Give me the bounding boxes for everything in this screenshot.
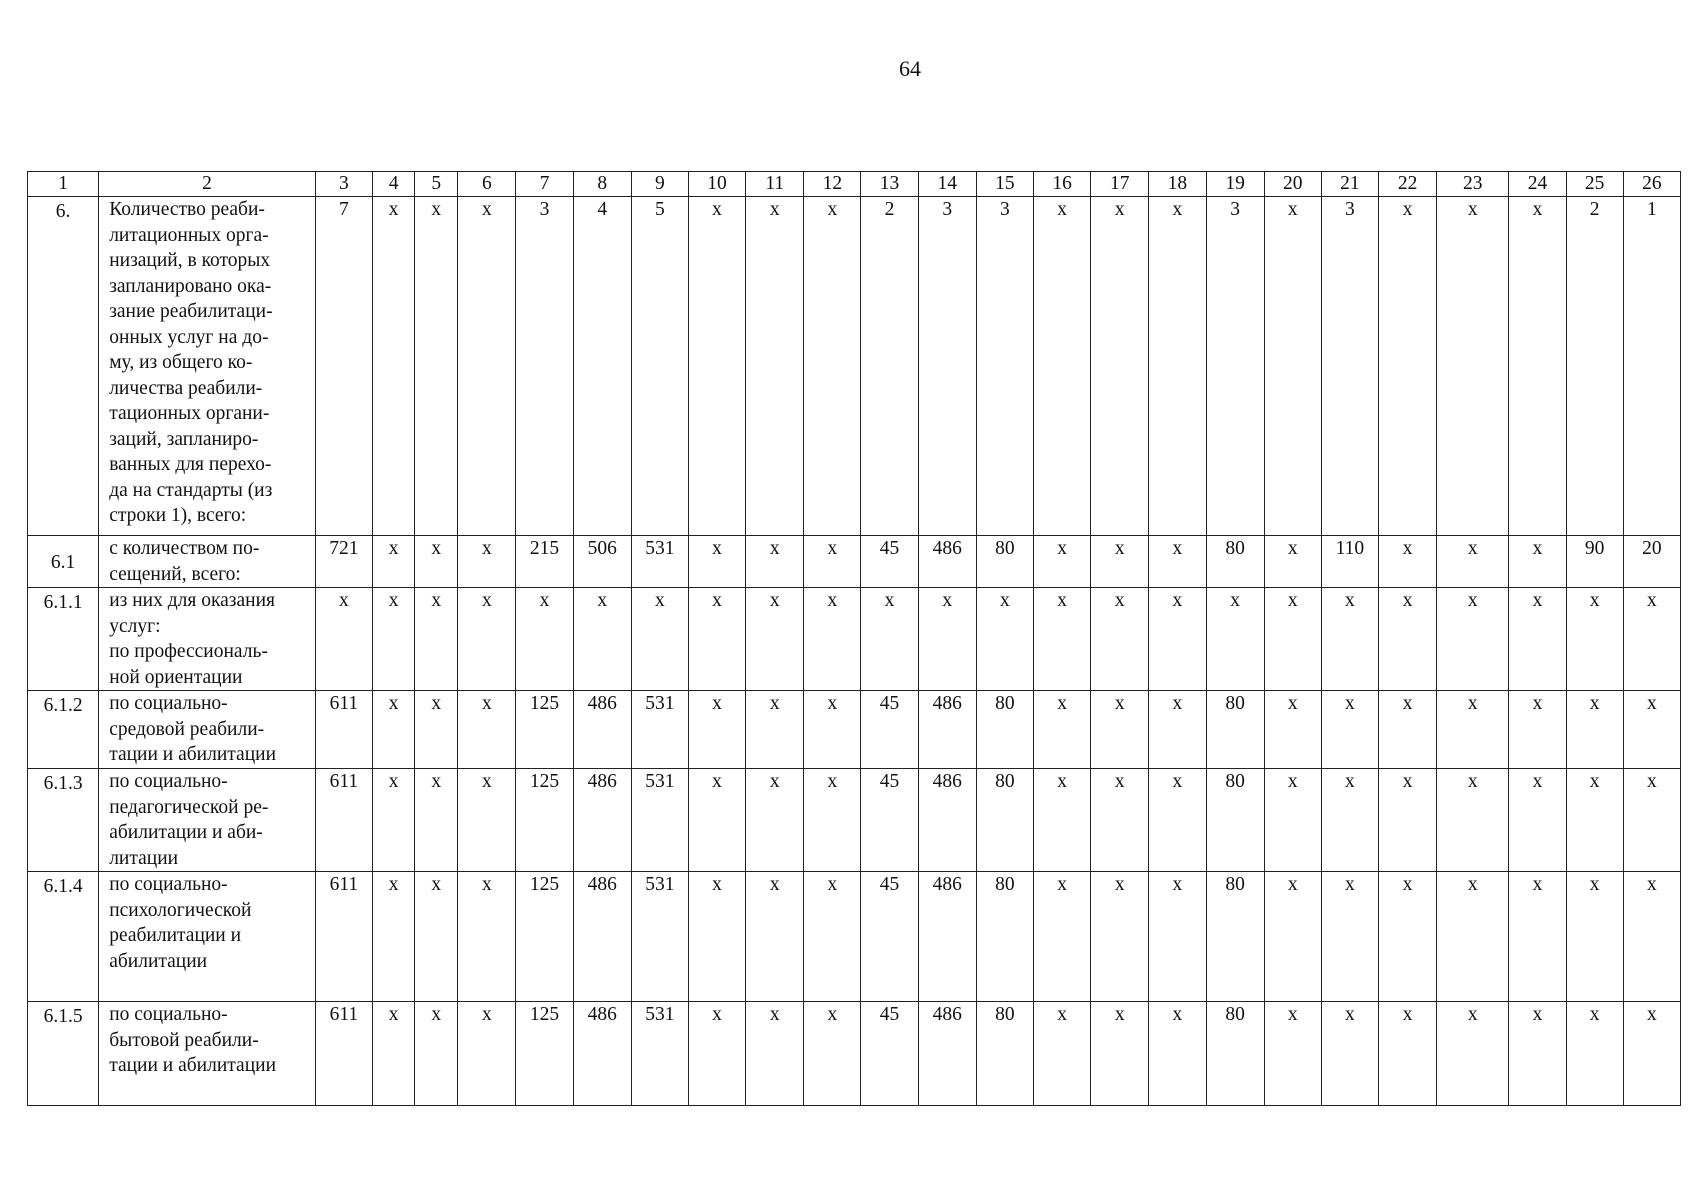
table-cell: 2 — [1566, 197, 1623, 536]
table-cell: x — [1321, 872, 1378, 1002]
table-cell: x — [458, 1002, 516, 1106]
column-header: 5 — [415, 172, 458, 197]
data-table — [27, 171, 1681, 1106]
table-cell: x — [1379, 197, 1437, 536]
table-cell: x — [1437, 197, 1509, 536]
table-cell: x — [458, 872, 516, 1002]
table-cell: x — [1149, 1002, 1206, 1106]
table-cell: x — [1264, 536, 1321, 588]
table-row — [28, 536, 1681, 588]
table-cell: x — [373, 1002, 415, 1106]
column-header: 25 — [1566, 172, 1623, 197]
column-header: 12 — [804, 172, 861, 197]
table-cell: 80 — [976, 536, 1033, 588]
table-cell: x — [315, 588, 372, 691]
table-cell: x — [1091, 588, 1149, 691]
table-cell: x — [458, 536, 516, 588]
column-header: 21 — [1321, 172, 1378, 197]
column-header: 14 — [918, 172, 976, 197]
table-cell: x — [1264, 872, 1321, 1002]
row-number: 6.1.3 — [28, 769, 99, 872]
table-cell: x — [1149, 691, 1206, 769]
table-cell: 486 — [918, 769, 976, 872]
table-cell: x — [1509, 769, 1566, 872]
column-header: 22 — [1379, 172, 1437, 197]
table-cell: x — [1264, 769, 1321, 872]
table-cell: x — [1437, 872, 1509, 1002]
table-cell: x — [1091, 769, 1149, 872]
table-cell: x — [516, 588, 573, 691]
table-cell: x — [1091, 691, 1149, 769]
column-header: 24 — [1509, 172, 1566, 197]
table-row — [28, 872, 1681, 1002]
column-header: 15 — [976, 172, 1033, 197]
table-cell: 611 — [315, 872, 372, 1002]
table-cell: x — [1033, 1002, 1090, 1106]
column-header: 23 — [1437, 172, 1509, 197]
table-cell: 531 — [631, 1002, 688, 1106]
table-cell: x — [373, 769, 415, 872]
table-cell: x — [1379, 536, 1437, 588]
table-cell: x — [1437, 588, 1509, 691]
table-cell: 45 — [861, 872, 918, 1002]
column-header: 8 — [573, 172, 631, 197]
table-cell: 486 — [918, 872, 976, 1002]
table-cell: x — [1091, 1002, 1149, 1106]
table-cell: x — [1091, 197, 1149, 536]
table-cell: x — [688, 691, 745, 769]
row-number: 6.1 — [28, 536, 99, 588]
table-cell: x — [1437, 536, 1509, 588]
table-cell: x — [373, 872, 415, 1002]
table-cell: x — [1566, 691, 1623, 769]
table-cell: 80 — [1206, 769, 1264, 872]
table-cell: x — [1566, 588, 1623, 691]
table-cell: x — [415, 691, 458, 769]
table-cell: x — [804, 588, 861, 691]
table-cell: x — [458, 197, 516, 536]
table-cell: 5 — [631, 197, 688, 536]
table-cell: x — [746, 872, 804, 1002]
table-cell: 80 — [976, 872, 1033, 1002]
table-row — [28, 197, 1681, 536]
table-cell: 20 — [1623, 536, 1680, 588]
table-cell: x — [1437, 691, 1509, 769]
table-cell: 3 — [1321, 197, 1378, 536]
table-cell: 486 — [918, 691, 976, 769]
table-cell: x — [1264, 691, 1321, 769]
table-cell: 80 — [1206, 691, 1264, 769]
table-cell: x — [1509, 1002, 1566, 1106]
table-cell: x — [746, 197, 804, 536]
table-cell: x — [631, 588, 688, 691]
table-cell: x — [746, 1002, 804, 1106]
table-cell: 611 — [315, 691, 372, 769]
table-cell: 2 — [861, 197, 918, 536]
table-cell: x — [1623, 872, 1680, 1002]
table-cell: x — [688, 769, 745, 872]
table-cell: x — [688, 197, 745, 536]
table-cell: x — [1623, 769, 1680, 872]
table-cell: 125 — [516, 1002, 573, 1106]
column-header: 9 — [631, 172, 688, 197]
table-cell: x — [415, 872, 458, 1002]
table-cell: x — [1033, 536, 1090, 588]
column-header: 10 — [688, 172, 745, 197]
table-cell: x — [804, 197, 861, 536]
row-label: по социально- психологической реабилитации и абилитации — [99, 872, 316, 1002]
table-cell: x — [1033, 872, 1090, 1002]
table-cell: x — [1509, 197, 1566, 536]
table-cell: x — [1509, 691, 1566, 769]
table-cell: 90 — [1566, 536, 1623, 588]
table-cell: x — [1091, 872, 1149, 1002]
table-cell: x — [1379, 588, 1437, 691]
table-cell: x — [804, 769, 861, 872]
table-cell: x — [746, 769, 804, 872]
table-cell: x — [976, 588, 1033, 691]
column-header: 2 — [99, 172, 316, 197]
table-cell: x — [415, 769, 458, 872]
table-cell: 80 — [1206, 872, 1264, 1002]
table-cell: x — [1206, 588, 1264, 691]
table-cell: x — [1321, 769, 1378, 872]
table-cell: x — [804, 691, 861, 769]
table-row — [28, 691, 1681, 769]
table-cell: x — [1566, 769, 1623, 872]
table-cell: 486 — [573, 769, 631, 872]
table-cell: 486 — [918, 536, 976, 588]
column-header: 18 — [1149, 172, 1206, 197]
table-cell: 110 — [1321, 536, 1378, 588]
table-cell: x — [1509, 872, 1566, 1002]
table-cell: 80 — [1206, 536, 1264, 588]
table-cell: 611 — [315, 1002, 372, 1106]
column-header: 1 — [28, 172, 99, 197]
table-cell: x — [1379, 769, 1437, 872]
table-cell: 45 — [861, 769, 918, 872]
table-cell: x — [688, 1002, 745, 1106]
table-cell: x — [1623, 588, 1680, 691]
row-label: с количеством по- сещений, всего: — [99, 536, 316, 588]
table-cell: x — [1033, 588, 1090, 691]
column-header: 26 — [1623, 172, 1680, 197]
table-cell: x — [415, 1002, 458, 1106]
row-number: 6.1.2 — [28, 691, 99, 769]
table-cell: 45 — [861, 1002, 918, 1106]
table-cell: 721 — [315, 536, 372, 588]
table-cell: x — [1623, 691, 1680, 769]
table-cell: x — [1321, 691, 1378, 769]
table-cell: x — [458, 769, 516, 872]
row-number: 6.1.4 — [28, 872, 99, 1002]
table-cell: x — [861, 588, 918, 691]
column-header: 7 — [516, 172, 573, 197]
table-cell: x — [746, 536, 804, 588]
table-cell: x — [804, 536, 861, 588]
column-header: 4 — [373, 172, 415, 197]
table-cell: x — [458, 588, 516, 691]
table-cell: x — [373, 691, 415, 769]
table-cell: x — [1264, 197, 1321, 536]
table-cell: 45 — [861, 691, 918, 769]
table-cell: x — [415, 588, 458, 691]
table-row — [28, 1002, 1681, 1106]
row-number: 6.1.5 — [28, 1002, 99, 1106]
table-cell: x — [804, 1002, 861, 1106]
table-cell: x — [1437, 769, 1509, 872]
table-cell: x — [1509, 536, 1566, 588]
column-header: 13 — [861, 172, 918, 197]
row-label: Количество реаби- литационных орга- низаций, в которых запланировано ока- зание реабилитаци- онных услуг на до- му, из общего ко- личества реабили- тационных органи- заций, запланиро- ванных для перехо- да на стандарты (из строки 1), всего: — [99, 197, 316, 536]
table-cell: 125 — [516, 691, 573, 769]
table-body — [28, 172, 1681, 1106]
table-cell: x — [1379, 872, 1437, 1002]
row-label: по социально- средовой реабили- тации и абилитации — [99, 691, 316, 769]
table-cell: x — [1321, 588, 1378, 691]
table-cell: x — [1149, 536, 1206, 588]
table-cell: x — [1264, 588, 1321, 691]
table-cell: x — [373, 588, 415, 691]
row-label: по социально- бытовой реабили- тации и абилитации — [99, 1002, 316, 1106]
table-cell: 486 — [573, 872, 631, 1002]
table-cell: x — [1091, 536, 1149, 588]
table-cell: x — [1264, 1002, 1321, 1106]
table-cell: x — [415, 536, 458, 588]
table-cell: 215 — [516, 536, 573, 588]
table-cell: x — [1149, 197, 1206, 536]
table-cell: 611 — [315, 769, 372, 872]
table-cell: x — [1379, 1002, 1437, 1106]
table-cell: 80 — [976, 1002, 1033, 1106]
table-cell: x — [1437, 1002, 1509, 1106]
table-row — [28, 769, 1681, 872]
table-cell: 3 — [516, 197, 573, 536]
table-cell: 506 — [573, 536, 631, 588]
table-row — [28, 588, 1681, 691]
column-header: 11 — [746, 172, 804, 197]
table-cell: 45 — [861, 536, 918, 588]
row-label: по социально- педагогической ре- абилитации и аби- литации — [99, 769, 316, 872]
table-cell: x — [688, 872, 745, 1002]
table-cell: 531 — [631, 769, 688, 872]
table-cell: 486 — [573, 691, 631, 769]
table-cell: x — [1033, 197, 1090, 536]
row-number: 6. — [28, 197, 99, 536]
table-cell: 1 — [1623, 197, 1680, 536]
table-cell: 7 — [315, 197, 372, 536]
table-cell: 125 — [516, 769, 573, 872]
table-cell: x — [1149, 588, 1206, 691]
column-header: 20 — [1264, 172, 1321, 197]
column-header: 6 — [458, 172, 516, 197]
column-header: 16 — [1033, 172, 1090, 197]
table-cell: x — [573, 588, 631, 691]
table-cell: 4 — [573, 197, 631, 536]
table-cell: x — [1509, 588, 1566, 691]
row-label: из них для оказания услуг: по профессиональ- ной ориентации — [99, 588, 316, 691]
table-cell: 531 — [631, 536, 688, 588]
table-cell: x — [746, 691, 804, 769]
table-cell: x — [1623, 1002, 1680, 1106]
table-cell: x — [1149, 872, 1206, 1002]
table-cell: 3 — [918, 197, 976, 536]
table-cell: 3 — [1206, 197, 1264, 536]
table-cell: x — [688, 536, 745, 588]
table-cell: 531 — [631, 872, 688, 1002]
table-cell: 80 — [976, 769, 1033, 872]
table-cell: 486 — [573, 1002, 631, 1106]
table-cell: x — [373, 197, 415, 536]
table-cell: x — [1149, 769, 1206, 872]
table-cell: 531 — [631, 691, 688, 769]
table-cell: x — [1566, 872, 1623, 1002]
table-cell: 125 — [516, 872, 573, 1002]
table-cell: x — [458, 691, 516, 769]
table-cell: 80 — [976, 691, 1033, 769]
column-header: 3 — [315, 172, 372, 197]
table-cell: x — [415, 197, 458, 536]
header-row — [28, 172, 1681, 197]
table-cell: 80 — [1206, 1002, 1264, 1106]
table-cell: x — [1033, 769, 1090, 872]
table-cell: x — [1033, 691, 1090, 769]
table-cell: x — [1321, 1002, 1378, 1106]
table-cell: 3 — [976, 197, 1033, 536]
table-cell: x — [746, 588, 804, 691]
table-cell: x — [373, 536, 415, 588]
column-header: 19 — [1206, 172, 1264, 197]
row-number: 6.1.1 — [28, 588, 99, 691]
table-cell: x — [1379, 691, 1437, 769]
table-cell: x — [688, 588, 745, 691]
column-header: 17 — [1091, 172, 1149, 197]
page-number: 64 — [899, 56, 921, 81]
table-cell: x — [804, 872, 861, 1002]
table-cell: 486 — [918, 1002, 976, 1106]
table-cell: x — [918, 588, 976, 691]
table-cell: x — [1566, 1002, 1623, 1106]
